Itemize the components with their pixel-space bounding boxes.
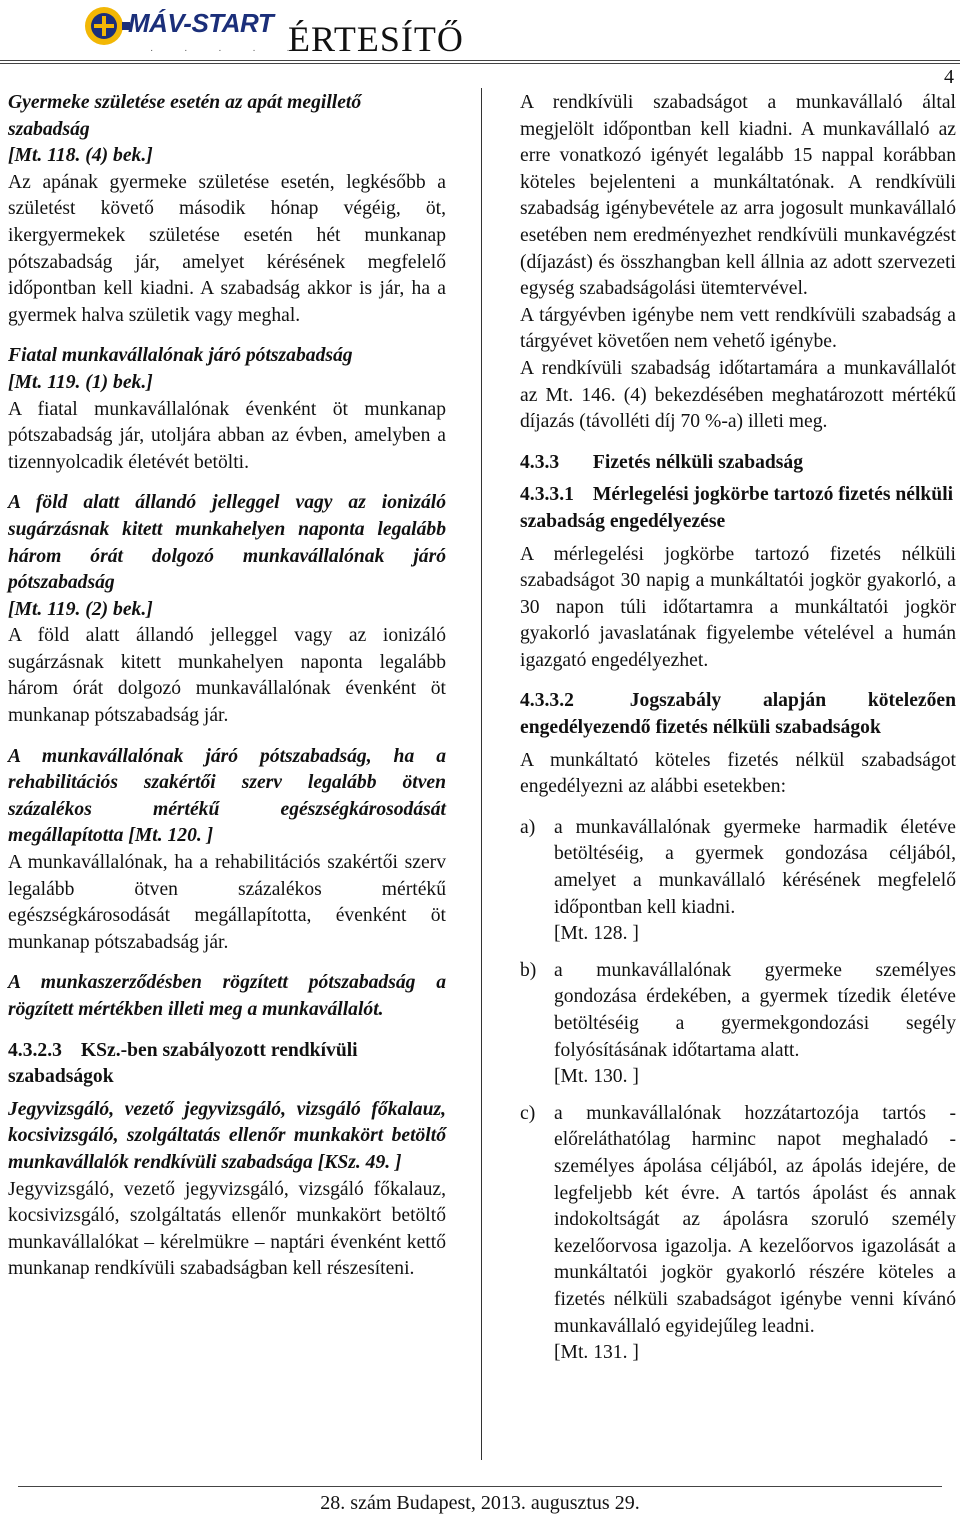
case-list [520, 815, 956, 1367]
section-heading [8, 1038, 446, 1091]
list-item [520, 958, 956, 1091]
section-title-text: A munkavállalónak járó pótszabadság, ha a rehabilitációs szakértői szerv legalább ötven százalékos mértékű egészségkárosodását megállapította [8, 745, 446, 847]
brand-name: MÁV-START [128, 8, 274, 38]
section-reference: [Mt. 120. ] [128, 825, 214, 847]
list-marker: c) [520, 1102, 536, 1124]
section-body: A munkavállalónak, ha a rehabilitációs szakértői szerv legalább ötven százalékos mértékű egészségkárosodását megállapította, évenként öt munkanap pótszabadság jár. [8, 852, 446, 953]
heading-text: Fizetés nélküli szabadság [592, 451, 804, 473]
subsection-title: Jegyvizsgáló, vezető jegyvizsgáló, vizsgáló főkalauz, kocsivizsgáló, szolgáltatás ellenőr munkakört betöltő munkavállalók rendkívüli szabadsága [KSz. 49. ] [8, 1098, 446, 1173]
section-heading [520, 688, 956, 741]
heading-number: 4.3.3.2 [520, 690, 574, 712]
footer-rule [18, 1486, 942, 1487]
section-body: A fiatal munkavállalónak évenként öt munkanap pótszabadság jár, utoljára abban az évben, amelyben a tizennyolcadik életévét betölti. [8, 398, 446, 473]
page-header [0, 0, 960, 88]
right-column [520, 90, 956, 1377]
section-reference: [Mt. 118. (4) bek.] [8, 145, 153, 167]
list-item-text: a munkavállalónak hozzátartozója tartós - előreláthatólag harminc napot meghaladó - személyes ápolása céljából, az ápolás idejére, de legfeljebb két évre. A tartós ápolást és annak indokoltságát az ápolásra szoruló személy kezelőorvosa igazolja. A kezelőorvos igazolását a munkáltatói jogkör gyakorló részére köteles a fizetés nélküli szabadságot igénybe venni kívánó munkavállaló egyidejűleg leadni. [554, 1102, 956, 1337]
section-title [8, 744, 446, 850]
heading-text: Jogszabály alapján kötelezően engedélyezendő fizetés nélküli szabadságok [520, 690, 956, 739]
heading-text: KSz.-ben szabályozott rendkívüli szabadságok [8, 1039, 358, 1088]
paragraph: A munkáltató köteles fizetés nélkül szabadságot engedélyezni az alábbi esetekben: [520, 749, 956, 798]
list-item-text: a munkavállalónak gyermeke személyes gondozása érdekében, a gyermek tízedik életéve betöltéséig a gyermekgondozási segély folyósításának időtartama alatt. [554, 959, 956, 1061]
section-reference: [Mt. 119. (1) bek.] [8, 371, 153, 393]
section-title: A munkaszerződésben rögzített pótszabadság a rögzített mértékben illeti meg a munkavállalót. [8, 972, 446, 1020]
section-body: Az apának gyermeke születése esetén, legkésőbb a születést követő második hónap végéig, öt, ikergyermekek születése esetén hét munkanap pótszabadság jár, amelyet kérésének megfelelő időpontban kell kiadni. A szabadság akkor is jár, ha a gyermek halva születik vagy meghal. [8, 171, 446, 326]
section-body: A föld alatt állandó jelleggel vagy az ionizáló sugárzásnak kitett munkahelyen naponta legalább három órát dolgozó munkavállalónak évenként öt munkanap pótszabadság jár. [8, 625, 446, 727]
page-number: 4 [944, 66, 954, 88]
list-item-reference: [Mt. 130. ] [554, 1066, 639, 1088]
list-marker: b) [520, 959, 537, 981]
header-rule [0, 60, 960, 61]
paragraph: A rendkívüli szabadság időtartamára a munkavállalót az Mt. 146. (4) bekezdésében meghatározott mértékű díjazás (távolléti díj 70 %-a) illeti meg. [520, 357, 956, 433]
heading-text: Mérlegelési jogkörbe tartozó fizetés nélküli szabadság engedélyezése [520, 484, 954, 532]
section-title: A föld alatt állandó jelleggel vagy az ionizáló sugárzásnak kitett munkahelyen naponta legalább három órát dolgozó munkavállalónak járó pótszabadság [8, 492, 446, 594]
column-divider [481, 88, 482, 1460]
section-heading [520, 450, 956, 477]
list-item-reference: [Mt. 128. ] [554, 923, 639, 945]
section-heading [520, 482, 956, 535]
heading-number: 4.3.2.3 [8, 1039, 62, 1061]
page-footer: 28. szám Budapest, 2013. augusztus 29. [320, 1492, 640, 1514]
section-reference: [Mt. 119. (2) bek.] [8, 598, 153, 620]
heading-number: 4.3.3 [520, 451, 560, 473]
header-rule-2 [0, 63, 960, 64]
left-column [8, 90, 446, 1297]
brand-dots: · · · · · [150, 45, 304, 56]
heading-number: 4.3.3.1 [520, 484, 574, 506]
list-item [520, 1101, 956, 1367]
section-title: Gyermeke születése esetén az apát megillető szabadság [8, 92, 362, 140]
paragraph: A tárgyévben igénybe nem vett rendkívüli szabadság a tárgyévet követően nem vehető igénybe. [520, 304, 956, 353]
section-body: Jegyvizsgáló, vezető jegyvizsgáló, vizsgáló főkalauz, kocsivizsgáló, szolgáltatás ellenőr munkakört betöltő munkavállalókat – kérelmükre – naptári évenként kettő munkanap rendkívüli szabadságban kell részesíteni. [8, 1178, 446, 1280]
list-marker: a) [520, 816, 536, 838]
list-item [520, 815, 956, 948]
list-item-text: a munkavállalónak gyermeke harmadik életéve betöltéséig, a gyermek gondozása céljából, amelyet a munkavállaló kérésének megfelelő időpontban kell kiadni. [554, 816, 956, 918]
paragraph: A rendkívüli szabadságot a munkavállaló által megjelölt időpontban kell kiadni. A munkavállaló az erre vonatkozó igényét legalább 15 nappal korábban köteles bejelenteni a munkáltatónak. A rendkívüli szabadság igénybevétele az arra jogosult munkavállaló esetében nem eredményezhet rendkívüli munkavégzést (díjazást) és összhangban kell állnia az adott szervezeti egység szabadságolási ütemtervével. [520, 92, 956, 300]
section-title: Fiatal munkavállalónak járó pótszabadság [8, 345, 353, 367]
paragraph: A mérlegelési jogkörbe tartozó fizetés nélküli szabadságot 30 napig a munkáltatói jogkör gyakorló, a 30 napon túli időtartamra a munkáltatói jogkör gyakorló javaslatának figyelembe vételével a humán igazgató engedélyezhet. [520, 543, 956, 671]
list-item-reference: [Mt. 131. ] [554, 1342, 639, 1364]
page-title: ÉRTESÍTŐ [288, 19, 464, 59]
